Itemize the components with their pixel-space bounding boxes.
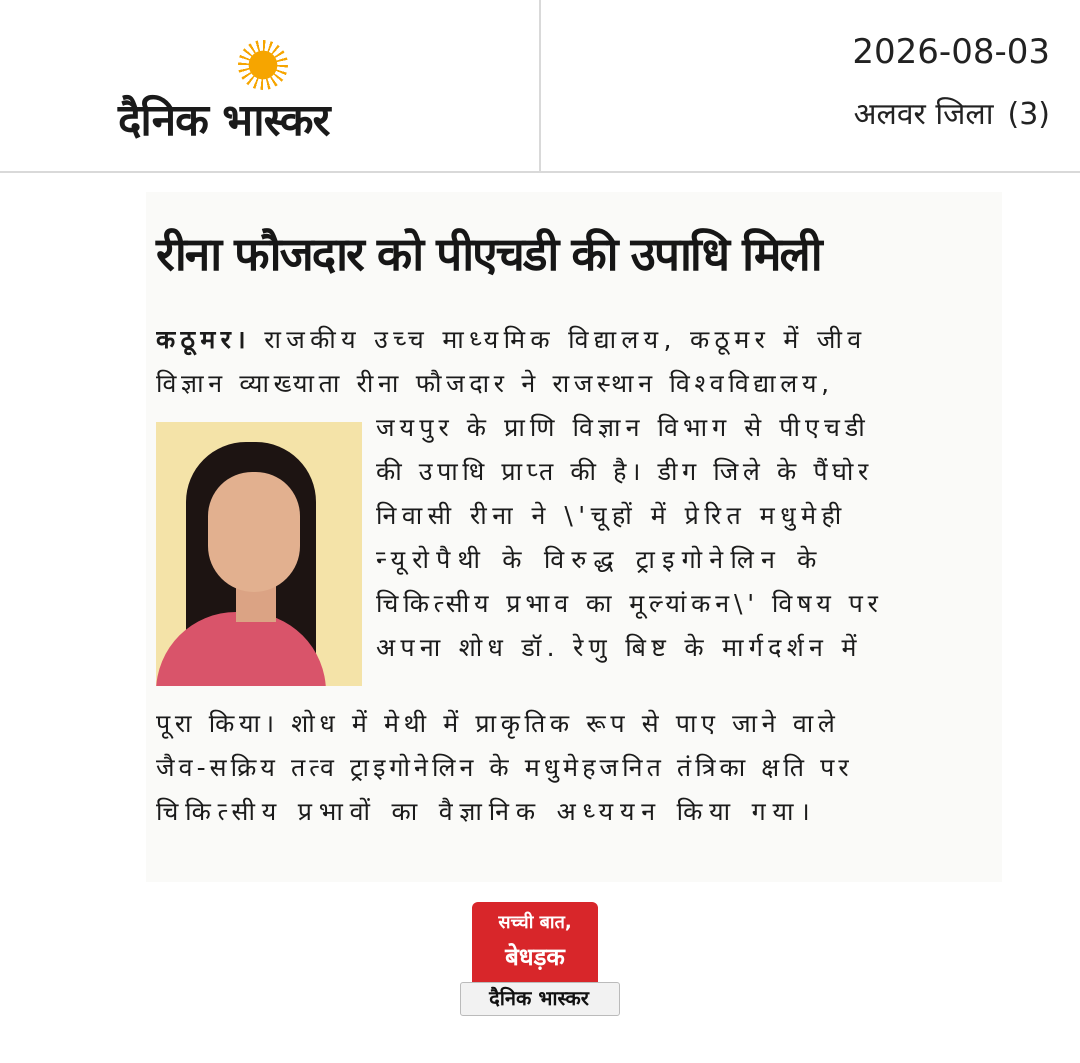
sun-icon (238, 40, 288, 90)
dateline: कठूमर। (156, 325, 251, 354)
author-photo (156, 422, 362, 686)
article-lines-mid (376, 406, 946, 670)
badge-brand-name: दैनिक भास्कर (489, 986, 589, 1010)
article-line: न्यूरोपैथी के विरुद्ध ट्राइगोनेलिन के (376, 545, 824, 574)
article-lines-bottom (156, 702, 946, 834)
edition-date: 2026-08-03 (852, 32, 1050, 72)
brand-logo (118, 36, 418, 146)
article-lines-top (156, 318, 946, 406)
article-line: जयपुर के प्राणि विज्ञान विभाग से पीएचडी (376, 413, 870, 442)
article-line: की उपाधि प्राप्त की है। डीग जिले के पैंघोर (376, 457, 873, 486)
article-line: जैव-सक्रिय तत्व ट्राइगोनेलिन के मधुमेहजनित तंत्रिका क्षति पर (156, 753, 853, 782)
article-line: अपना शोध डॉ. रेणु बिष्ट के मार्गदर्शन में (376, 633, 862, 662)
header-divider (539, 0, 541, 171)
badge-slogan-line2: बेधड़क (505, 943, 565, 971)
edition-label: अलवर जिला (853, 97, 994, 132)
photo-face (208, 472, 300, 592)
news-clipping (146, 192, 1002, 882)
badge-slogan-line1: सच्ची बात, (498, 912, 572, 933)
article-line: विज्ञान व्याख्याता रीना फौजदार ने राजस्थान विश्वविद्यालय, (156, 369, 834, 398)
article-line: कठूमर। राजकीय उच्च माध्यमिक विद्यालय, कठूमर में जीव (156, 325, 867, 354)
brand-name: दैनिक भास्कर (118, 95, 330, 146)
article-line: चिकित्सीय प्रभावों का वैज्ञानिक अध्ययन किया गया। (156, 797, 817, 826)
page-header (0, 0, 1080, 173)
brand-badge (458, 898, 622, 1026)
article-headline: रीना फौजदार को पीएचडी की उपाधि मिली (156, 227, 821, 281)
article-line: पूरा किया। शोध में मेथी में प्राकृतिक रूप से पाए जाने वाले (156, 709, 840, 738)
edition-name (854, 92, 1050, 133)
article-line: चिकित्सीय प्रभाव का मूल्यांकन\' विषय पर (376, 589, 883, 618)
page-number: (3) (1007, 97, 1050, 132)
article-line: निवासी रीना ने \'चूहों में प्रेरित मधुमेही (376, 501, 847, 530)
